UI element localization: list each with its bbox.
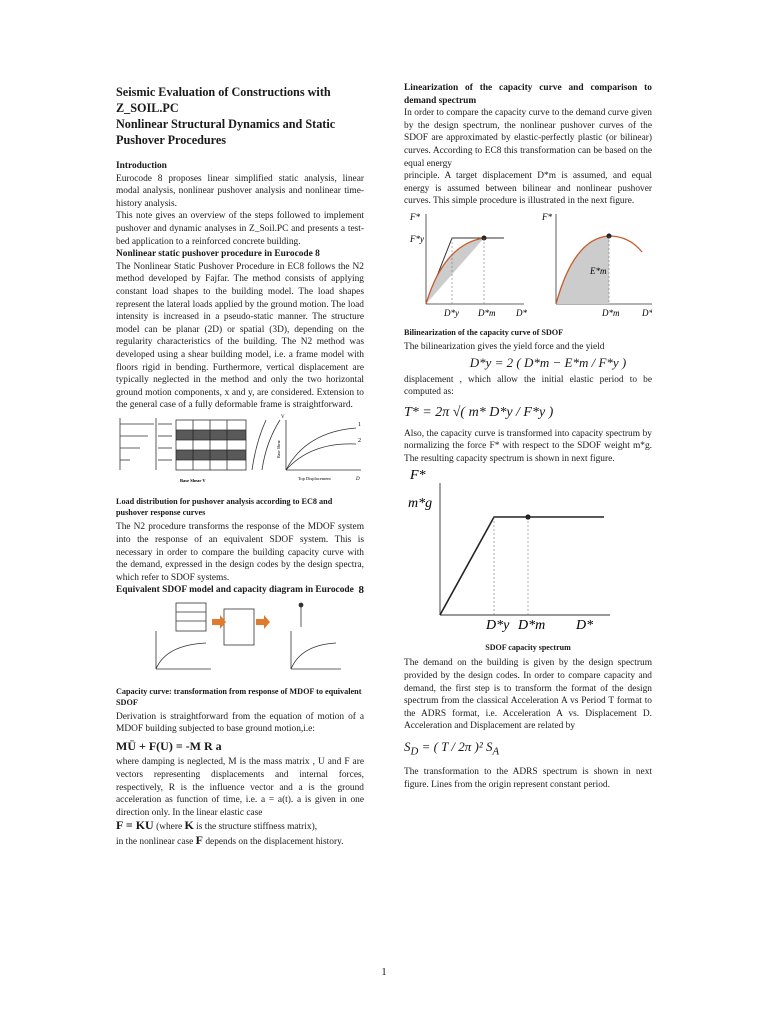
svg-text:D*m: D*m <box>478 307 496 318</box>
fig1-top-disp-label: Top Displacement <box>298 475 331 481</box>
mdof-to-sdof-figure <box>116 597 364 679</box>
bilinearization-figure <box>404 208 652 320</box>
svg-text:F*: F* <box>410 211 420 222</box>
fig1-label-n2: 2 <box>358 437 361 444</box>
left-column <box>116 84 364 849</box>
demand-paragraph: The demand on the building is given by the design spectrum provided by the design codes. In order to compare capacity and demand, the first step is to transform the format of the design spectrum from the classical Acceleration A vs Period T format to the ADRS format, i.e. Acceleration A vs. Displacement D. Acceleration and Displacement are related by <box>404 658 652 732</box>
fig1-base-shear-x: Base Shear V <box>180 477 206 483</box>
intro-heading: Introduction <box>116 161 167 171</box>
adrs-paragraph: The transformation to the ADRS spectrum is shown in next figure. Lines from the origin represent constant period. <box>404 767 652 790</box>
derivation-paragraph: Derivation is straightforward from the equation of motion of a MDOF building subjected to base ground motion,i.e: <box>116 711 364 735</box>
displacement-line <box>404 374 652 399</box>
svg-text:D*: D* <box>516 307 527 318</box>
svg-text:D*y: D*y <box>444 307 459 318</box>
fig4-caption: SDOF capacity spectrum <box>485 642 571 652</box>
title-line-1: Seismic Evaluation of Constructions with Z_SOIL.PC <box>116 85 331 115</box>
svg-text:E*m: E*m <box>590 265 607 276</box>
linearization-paragraph-2: principle. A target displacement D*m is assumed, and equal energy is assumed between bilinear and nonlinear pushover curves. This simple procedure is illustrated in the next figure. <box>404 171 652 207</box>
yield-displacement-equation: D*y = 2 ( D*m − E*m / F*y ) <box>469 355 627 371</box>
fig2-caption: Capacity curve: transformation from response of MDOF to equivalent SDOF <box>116 686 362 707</box>
adrs-equation: $S_D$ = ( T / 2π )² $S_A$ <box>404 739 500 758</box>
fig3-caption: Bilinearization of the capacity curve of SDOF <box>404 327 564 337</box>
fig1-label-n1: 1 <box>358 421 361 428</box>
bilinearization-paragraph: The bilinearization gives the yield force and the yield <box>404 341 605 352</box>
nonlinear-post: depends on the displacement history. <box>205 836 344 847</box>
right-column <box>404 84 652 791</box>
load-distribution-figure <box>116 412 364 490</box>
n2-paragraph: The N2 procedure transforms the response of the MDOF system into the response of an equivalent SDOF system. This is necessary in order to compare the building capacity curve with the demand, expressed in the design codes by the design spectra, which refer to SDOF systems. <box>116 522 364 583</box>
intro-paragraph-1: Eurocode 8 proposes linear simplified static analysis, linear modal analysis, nonlinear pushover analysis and nonlinear time-history analysis. <box>116 173 364 209</box>
intro-paragraph-2: This note gives an overview of the steps followed to implement pushover and dynamic analyses in Z_Soil.PC and presents a test-bed application to a reinforced concrete building. <box>116 211 364 247</box>
equation-of-motion: MÜ + F(U) = -M R a <box>116 738 222 753</box>
pushover-heading: Nonlinear static pushover procedure in Eurocode 8 <box>116 249 320 260</box>
sdof-heading <box>116 584 364 597</box>
page-number: 1 <box>381 966 387 978</box>
sdof-heading-text: Equivalent SDOF model and capacity diagram in Eurocode <box>116 585 354 596</box>
svg-text:D*: D* <box>576 618 594 634</box>
svg-text:m*g: m*g <box>408 496 433 512</box>
title-line-2: Nonlinear Structural Dynamics and Static Pushover Procedures <box>116 117 336 147</box>
sdof-heading-number: 8 <box>358 584 364 597</box>
displacement-rest: , which allow the initial elastic period to be computed as: <box>404 374 652 398</box>
svg-text:F*: F* <box>542 211 552 222</box>
capacity-spectrum-paragraph: Also, the capacity curve is transformed into capacity spectrum by normalizing the force F* with respect to the SDOF weight m*g. The resulting capacity spectrum is shown in next figure. <box>404 428 652 464</box>
damping-paragraph: where damping is neglected, M is the mass matrix , U and F are vectors representing displacements and internal forces, respectively, R is the influence vector and a is the ground acceleration as function of time, i.e. a = a(t). a is given in one direction only. In the linear elastic case <box>116 757 364 818</box>
svg-text:D*: D* <box>642 307 652 318</box>
fig1-base-shear-axis: Base Shear <box>276 439 281 458</box>
linearization-heading: Linearization of the capacity curve and comparison to demand spectrum <box>404 83 652 106</box>
document-title <box>116 84 364 148</box>
svg-text:D*m: D*m <box>518 618 546 634</box>
linear-where: (where <box>156 822 183 833</box>
svg-text:D*y: D*y <box>486 618 510 634</box>
nonlinear-pre: in the nonlinear case <box>116 836 194 847</box>
fig1-d-label: D <box>356 476 360 482</box>
svg-text:D*m: D*m <box>602 307 620 318</box>
linearization-paragraph: In order to compare the capacity curve to the demand curve given by the design spectrum, the nonlinear pushover curves of the SDOF are approximated by elastic-perfectly plastic (or bilinear) curves. According to EC8 this transformation can be based on the equal energy <box>404 108 652 169</box>
force-symbol: F <box>195 832 203 847</box>
svg-text:F*y: F*y <box>410 233 424 244</box>
linear-case-line <box>116 819 364 834</box>
displacement-word: displacement <box>404 374 454 385</box>
stiffness-symbol: K <box>184 818 194 833</box>
nonlinear-case-line <box>116 834 364 849</box>
svg-text:F*: F* <box>410 468 426 484</box>
linear-case-rest: is the structure stiffness matrix), <box>196 822 318 833</box>
fig1-caption: Load distribution for pushover analysis according to EC8 and pushover response curves <box>116 497 333 518</box>
linear-equation: F = KU <box>116 818 154 833</box>
pushover-paragraph: The Nonlinear Static Pushover Procedure in EC8 follows the N2 method developed by Fajfar. The method consists of applying constant load shapes to the building model. The load shapes represent the lateral loads applied by the ground motion. The load intensity is increased in a pseudo-static manner. The structure model can be planar (2D) or spatial (3D), depending on the regularity characteristics of the building. The N2 method was developed using a shear building model, i.e. a frame model with floors rigid in bending. Furthermore, vertical displacement are typically neglected in the method and only the two horizontal ground motion components, x and y, are considered. Extension to the general case of a fully deformable frame is straightforward. <box>116 261 364 411</box>
capacity-spectrum-figure <box>404 465 652 635</box>
fig1-label-vb: V <box>281 414 285 420</box>
period-equation: T* = 2π √( m* D*y / F*y ) <box>404 404 554 420</box>
